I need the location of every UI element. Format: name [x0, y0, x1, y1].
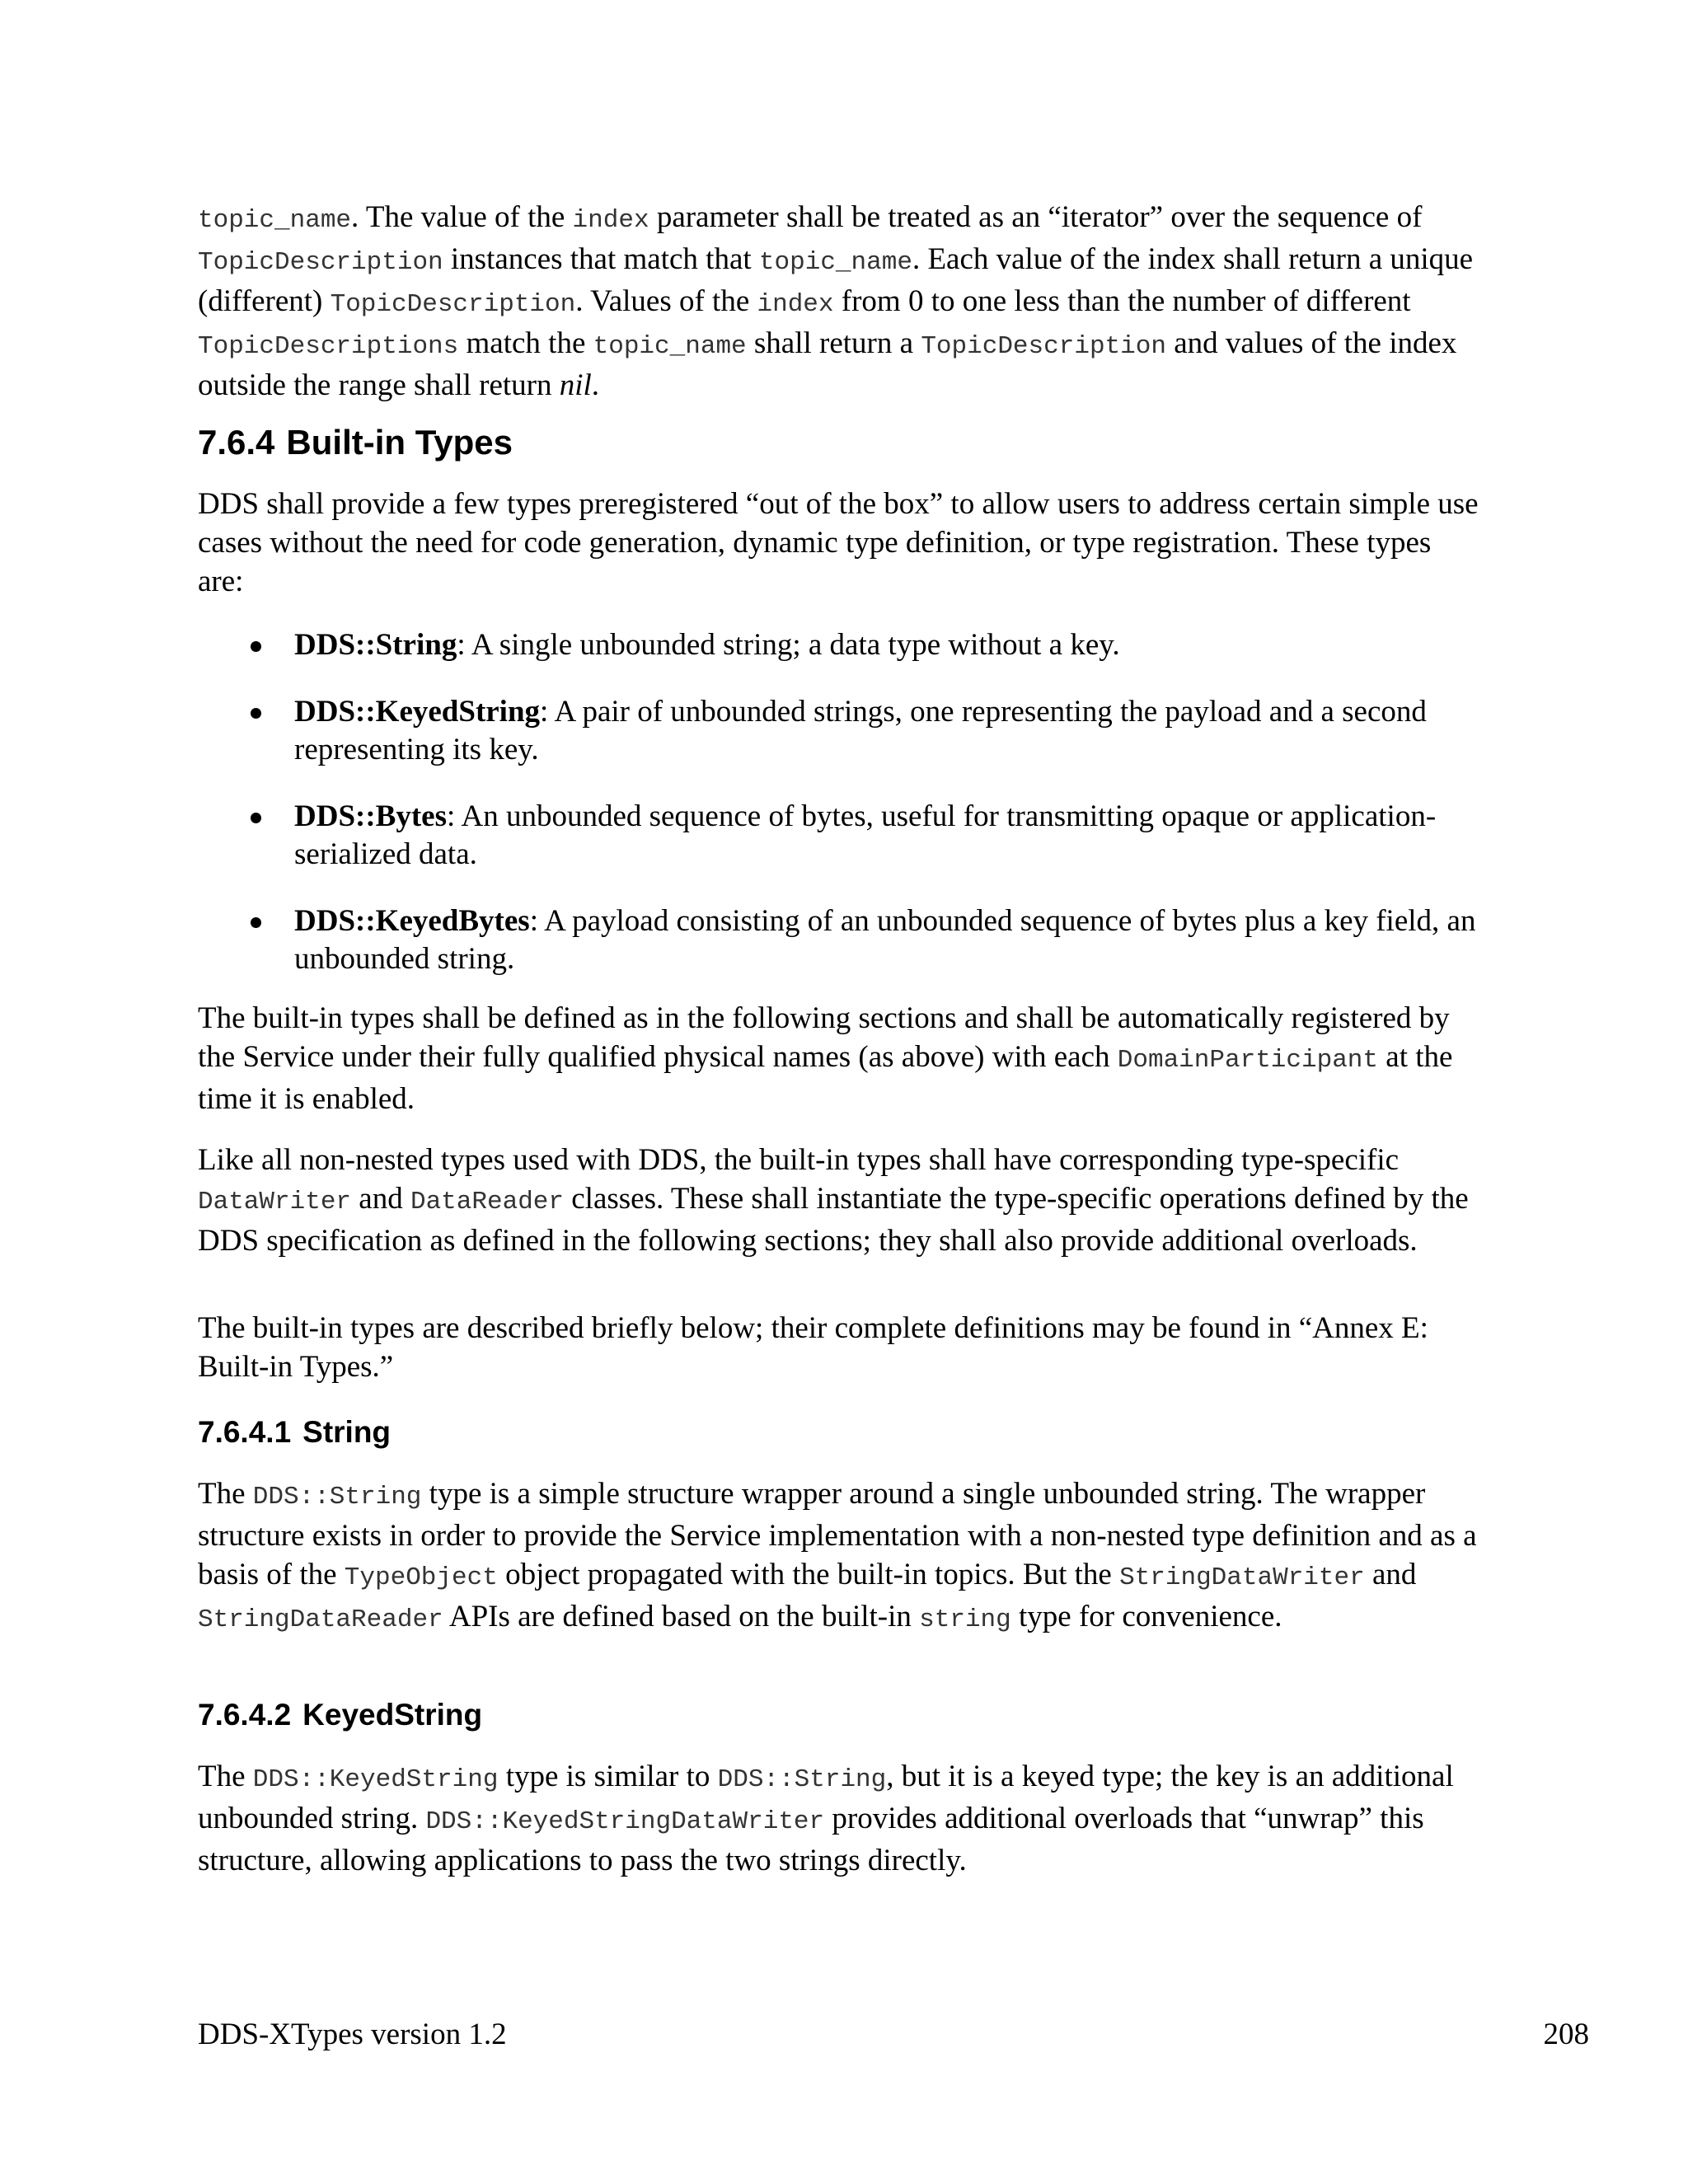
section-heading-7-6-4-2 [198, 1696, 482, 1734]
bullet-icon [251, 813, 261, 823]
section-heading-7-6-4 [198, 422, 513, 463]
paragraph-keyedstring-type [198, 1757, 1484, 1880]
text: parameter shall be treated as an “iterator” over the sequence of [649, 200, 1423, 234]
list-item [198, 626, 1484, 664]
text: and values of the index outside the range shall return [198, 326, 1457, 402]
text: , but it is a keyed type; the key is an additional unbounded string. [198, 1760, 1454, 1835]
code-topicdescriptions: TopicDescriptions [198, 332, 459, 361]
list-item-term: DDS::KeyedBytes [294, 904, 530, 938]
list-item-term: DDS::KeyedString [294, 695, 541, 729]
text: and [1364, 1558, 1417, 1591]
text: match the [458, 326, 593, 360]
text: . [591, 368, 600, 402]
code-topicdescription: TopicDescription [921, 332, 1166, 361]
list-item [198, 798, 1484, 874]
code-dds-keyedstring: DDS::KeyedString [252, 1765, 499, 1794]
code-domainparticipant: DomainParticipant [1117, 1046, 1379, 1075]
code-topic-name: topic_name [758, 248, 912, 277]
code-topicdescription: TopicDescription [198, 248, 443, 277]
section-number: 7.6.4 [198, 423, 275, 462]
section-title: KeyedString [302, 1698, 483, 1732]
text: instances that match that [443, 242, 759, 276]
text: type is a simple structure wrapper around a single unbounded string. The wrapper structure exists in order to provide the Service implementation with a non-nested type definition and as a basis of the [198, 1477, 1477, 1591]
text: type for convenience. [1010, 1600, 1282, 1633]
code-dds-string: DDS::String [252, 1483, 422, 1511]
text: . Values of the [575, 284, 757, 318]
italic-nil: nil [559, 368, 592, 402]
code-keyedstringdatawriter: DDS::KeyedStringDataWriter [425, 1807, 825, 1836]
list-item-term: DDS::String [294, 628, 457, 662]
text: APIs are defined based on the built-in [443, 1600, 920, 1633]
text: provides additional overloads that “unwrap” this structure, allowing applications to pass the two strings directly. [198, 1802, 1424, 1877]
code-index: index [757, 290, 834, 319]
code-typeobject: TypeObject [344, 1563, 498, 1592]
list-item-desc: : A pair of unbounded strings, one representing the payload and a second representing its key. [294, 695, 1427, 766]
paragraph-string-type [198, 1474, 1484, 1639]
code-datareader: DataReader [410, 1188, 564, 1216]
footer-page-number: 208 [1543, 2018, 1589, 2051]
text: . The value of the [351, 200, 573, 234]
code-index: index [572, 206, 649, 235]
list-item [198, 902, 1484, 978]
code-topic-name: topic_name [198, 206, 352, 235]
code-string: string [919, 1605, 1011, 1634]
paragraph-annex-reference: The built-in types are described briefly below; their complete definitions may be found in “Annex E: Built-in Types.” [198, 1311, 1428, 1384]
text: Like all non-nested types used with DDS, the built-in types shall have corresponding type-specific [198, 1143, 1400, 1177]
text: type is similar to [498, 1760, 718, 1793]
text: from 0 to one less than the number of different [833, 284, 1411, 318]
text: classes. These shall instantiate the type-specific operations defined by the DDS specification as defined in the following sections; they shall also provide additional overloads. [198, 1182, 1469, 1258]
text: shall return a [746, 326, 921, 360]
bullet-icon [251, 641, 261, 652]
text: object propagated with the built-in topics. But the [497, 1558, 1120, 1591]
list-item [198, 693, 1484, 769]
list-item-desc: : A single unbounded string; a data type without a key. [457, 628, 1120, 662]
section-heading-7-6-4-1 [198, 1413, 391, 1451]
paragraph-writers-readers [198, 1141, 1484, 1260]
code-topicdescription: TopicDescription [330, 290, 576, 319]
text: and [351, 1182, 410, 1216]
paragraph-builtin-intro: DDS shall provide a few types preregistered “out of the box” to allow users to address certain simple use cases without the need for code generation, dynamic type definition, or type registration. These types are: [198, 487, 1479, 598]
builtin-types-list [198, 626, 1484, 1007]
list-item-desc: : An unbounded sequence of bytes, useful for transmitting opaque or application-serialized data. [294, 799, 1437, 871]
code-stringdatawriter: StringDataWriter [1119, 1563, 1365, 1592]
list-item-desc: : A payload consisting of an unbounded sequence of bytes plus a key field, an unbounded string. [294, 904, 1476, 976]
code-stringdatareader: StringDataReader [198, 1605, 443, 1634]
bullet-icon [251, 917, 261, 928]
text: The built-in types shall be defined as in the following sections and shall be automatically registered by the Service under their fully qualified physical names (as above) with each [198, 1001, 1450, 1074]
text: The [198, 1760, 253, 1793]
text: . Each value of the index shall return a unique (different) [198, 242, 1474, 318]
footer-document-title: DDS-XTypes version 1.2 [198, 2018, 507, 2051]
text: The [198, 1477, 253, 1511]
section-title: Built-in Types [286, 423, 513, 462]
paragraph-topic-description [198, 198, 1484, 405]
text: at the time it is enabled. [198, 1040, 1453, 1116]
code-datawriter: DataWriter [198, 1188, 352, 1216]
section-number: 7.6.4.1 [198, 1415, 292, 1449]
list-item-term: DDS::Bytes [294, 799, 447, 833]
section-number: 7.6.4.2 [198, 1698, 292, 1732]
section-title: String [302, 1415, 392, 1449]
bullet-icon [251, 708, 261, 719]
code-dds-string: DDS::String [717, 1765, 887, 1794]
paragraph-registration [198, 999, 1484, 1118]
code-topic-name: topic_name [593, 332, 747, 361]
